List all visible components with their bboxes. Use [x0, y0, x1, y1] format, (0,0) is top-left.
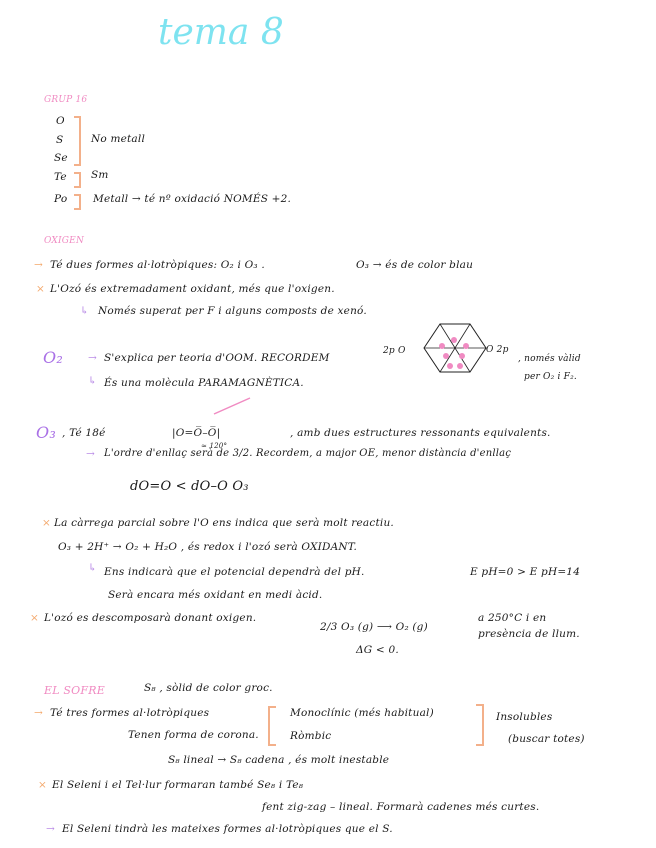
potential-line1: Ens indicarà que el potencial dependrà del pH.	[104, 566, 365, 578]
bracket-sm	[74, 172, 81, 188]
insolubles-label: Insolubles	[496, 711, 553, 723]
sm-label: Sm	[91, 169, 109, 181]
oxigen-line2: L'Ozó és extremadament oxidant, més que l'oxigen.	[50, 283, 335, 295]
mo-right-label: O 2p	[486, 345, 509, 355]
o3-distance: dO=O < dO–O O₃	[130, 479, 249, 494]
o2-label: O₂	[43, 348, 63, 367]
o2-line2: És una molècula PARAMAGNÈTICA.	[104, 377, 304, 389]
sofre-monoclinic: Monoclínic (més habitual)	[290, 707, 434, 719]
insolubles-note: (buscar totes)	[508, 733, 585, 745]
decomp-cond1: a 250°C i en	[478, 612, 547, 624]
star-bullet-icon: ×	[42, 517, 51, 529]
hook-arrow-icon: ↳	[88, 375, 97, 387]
arrow-bullet-icon: →	[34, 707, 43, 719]
delta-g: ΔG < 0.	[356, 644, 399, 656]
mo-note1: , només vàlid	[518, 354, 581, 364]
o3-angle-note: ≈ 120°	[201, 442, 228, 450]
sofre-forms2: Tenen forma de corona.	[128, 729, 259, 741]
potential-eq: E pH=0 > E pH=14	[470, 566, 581, 578]
o2-line1: S'explica per teoria d'OOM. RECORDEM	[104, 352, 330, 364]
mo-left-label: 2p O	[383, 346, 406, 356]
sofre-seleni: El Seleni i el Tel·lur formaran també Se₈ i Te₈	[52, 779, 304, 791]
redox-reaction: O₃ + 2H⁺ → O₂ + H₂O , és redox i l'ozó serà OXIDANT.	[58, 541, 358, 553]
oxigen-line3: Només superat per F i alguns composts de xenó.	[98, 305, 367, 317]
star-bullet-icon: ×	[36, 283, 45, 295]
sofre-heading: EL SOFRE	[44, 684, 105, 697]
sofre-last: El Seleni tindrà les mateixes formes al·lotròpiques que el S.	[62, 823, 393, 835]
sofre-rombic: Ròmbic	[290, 730, 332, 742]
oxigen-heading: OXIGEN	[44, 236, 85, 246]
sofre-forms: Té tres formes al·lotròpiques	[50, 707, 210, 719]
charge-line: La càrrega parcial sobre l'O ens indica que serà molt reactiu.	[54, 517, 394, 529]
decomp-equation: 2/3 O₃ (g) ⟶ O₂ (g)	[320, 621, 428, 633]
mo-note2: per O₂ i F₂.	[524, 372, 577, 382]
element-po: Po	[54, 193, 68, 205]
sofre-ziczac: fent zig-zag – lineal. Formarà cadenes més curtes.	[262, 801, 540, 813]
oxigen-line1: Té dues formes al·lotròpiques: O₂ i O₃ .	[50, 259, 265, 271]
o3-line2: L'ordre d'enllaç serà de 3/2. Recordem, a major OE, menor distància d'enllaç	[104, 448, 512, 459]
potential-line2: Serà encara més oxidant en medi àcid.	[108, 589, 323, 601]
arrow-icon: →	[88, 352, 97, 364]
arrow-bullet-icon: →	[34, 259, 43, 271]
o3-structure: |O=O̅–O̅|	[172, 427, 221, 439]
element-o: O	[56, 115, 65, 127]
o3-line1a: , Té 18é	[62, 427, 106, 439]
mo-diagram	[420, 320, 490, 378]
hook-arrow-icon: ↳	[80, 305, 89, 317]
element-te: Te	[54, 171, 67, 183]
decomp-line1: L'ozó es descomposarà donant oxigen.	[44, 612, 257, 624]
partial-charge-arrow	[210, 396, 260, 416]
hook-arrow-icon: ↳	[88, 562, 97, 574]
bracket-forms	[268, 706, 276, 746]
decomp-cond2: presència de llum.	[478, 628, 580, 640]
star-bullet-icon: ×	[38, 779, 47, 791]
arrow-icon: →	[86, 448, 95, 460]
o3-label: O₃	[36, 423, 56, 442]
no-metall-label: No metall	[91, 133, 146, 145]
oxigen-line1b: O₃ → és de color blau	[356, 259, 474, 271]
bracket-metall	[74, 194, 81, 210]
metall-note: Metall → té nº oxidació NOMÉS +2.	[93, 193, 292, 205]
sofre-lineal: S₈ lineal → S₈ cadena , és molt inestable	[168, 754, 390, 766]
element-se: Se	[54, 152, 68, 164]
bracket-no-metall	[74, 116, 81, 166]
bracket-insolubles	[476, 704, 484, 746]
grup-heading: GRUP 16	[44, 95, 88, 105]
element-s: S	[56, 134, 64, 146]
sofre-intro: S₈ , sòlid de color groc.	[144, 682, 273, 694]
arrow-bullet-icon: →	[46, 823, 55, 835]
o3-line1b: , amb dues estructures ressonants equivalents.	[290, 427, 551, 439]
page-title: tema 8	[158, 12, 284, 53]
star-bullet-icon: ×	[30, 612, 39, 624]
